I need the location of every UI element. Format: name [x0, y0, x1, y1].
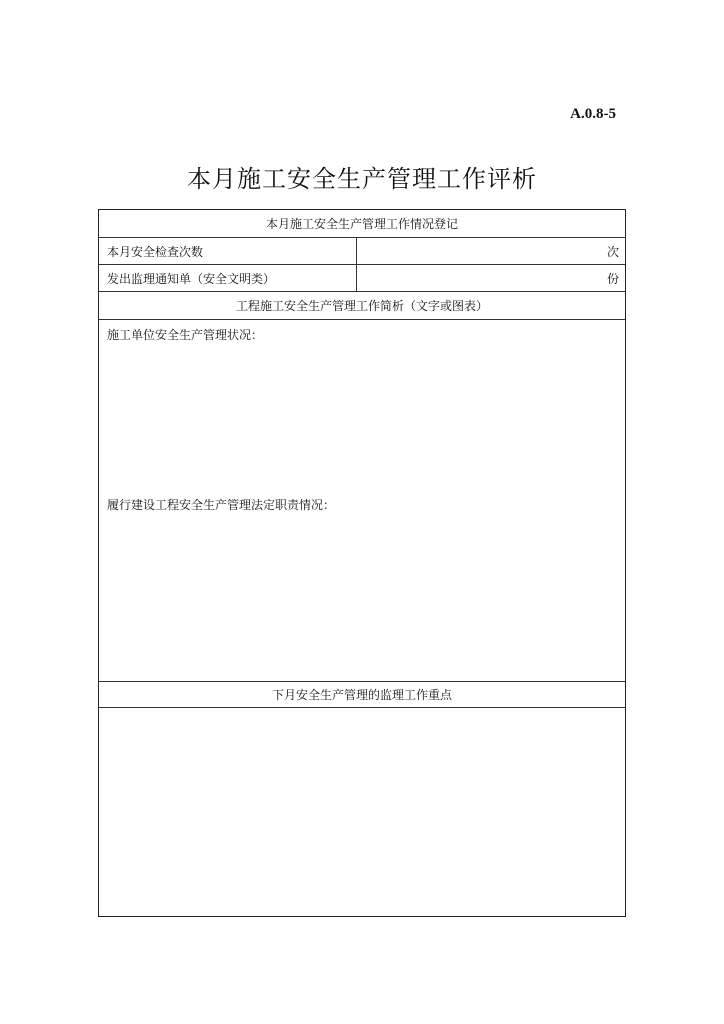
- table-row: [99, 265, 625, 292]
- section3-header: 下月安全生产管理的监理工作重点: [99, 682, 625, 708]
- form-table: [98, 209, 626, 917]
- page-title: 本月施工安全生产管理工作评析: [187, 165, 537, 193]
- section1-header: 本月施工安全生产管理工作情况登记: [99, 210, 625, 238]
- form-code: A.0.8-5: [570, 106, 616, 122]
- notice-count-field[interactable]: [357, 265, 625, 291]
- section2-header: 工程施工安全生产管理工作简析（文字或图表）: [99, 292, 625, 320]
- unit-label: 次: [606, 244, 619, 259]
- inspection-count-field[interactable]: [357, 238, 625, 264]
- duty-performance-label: 履行建设工程安全生产管理法定职责情况：: [107, 498, 336, 512]
- contractor-status-label: 施工单位安全生产管理状况：: [107, 328, 264, 342]
- analysis-cell[interactable]: [99, 320, 625, 682]
- row-label: 本月安全检查次数: [99, 238, 357, 264]
- row-label: 发出监理通知单（安全文明类）: [99, 265, 357, 291]
- next-month-focus-cell[interactable]: [99, 708, 625, 916]
- table-row: [99, 238, 625, 265]
- unit-label: 份: [606, 271, 619, 286]
